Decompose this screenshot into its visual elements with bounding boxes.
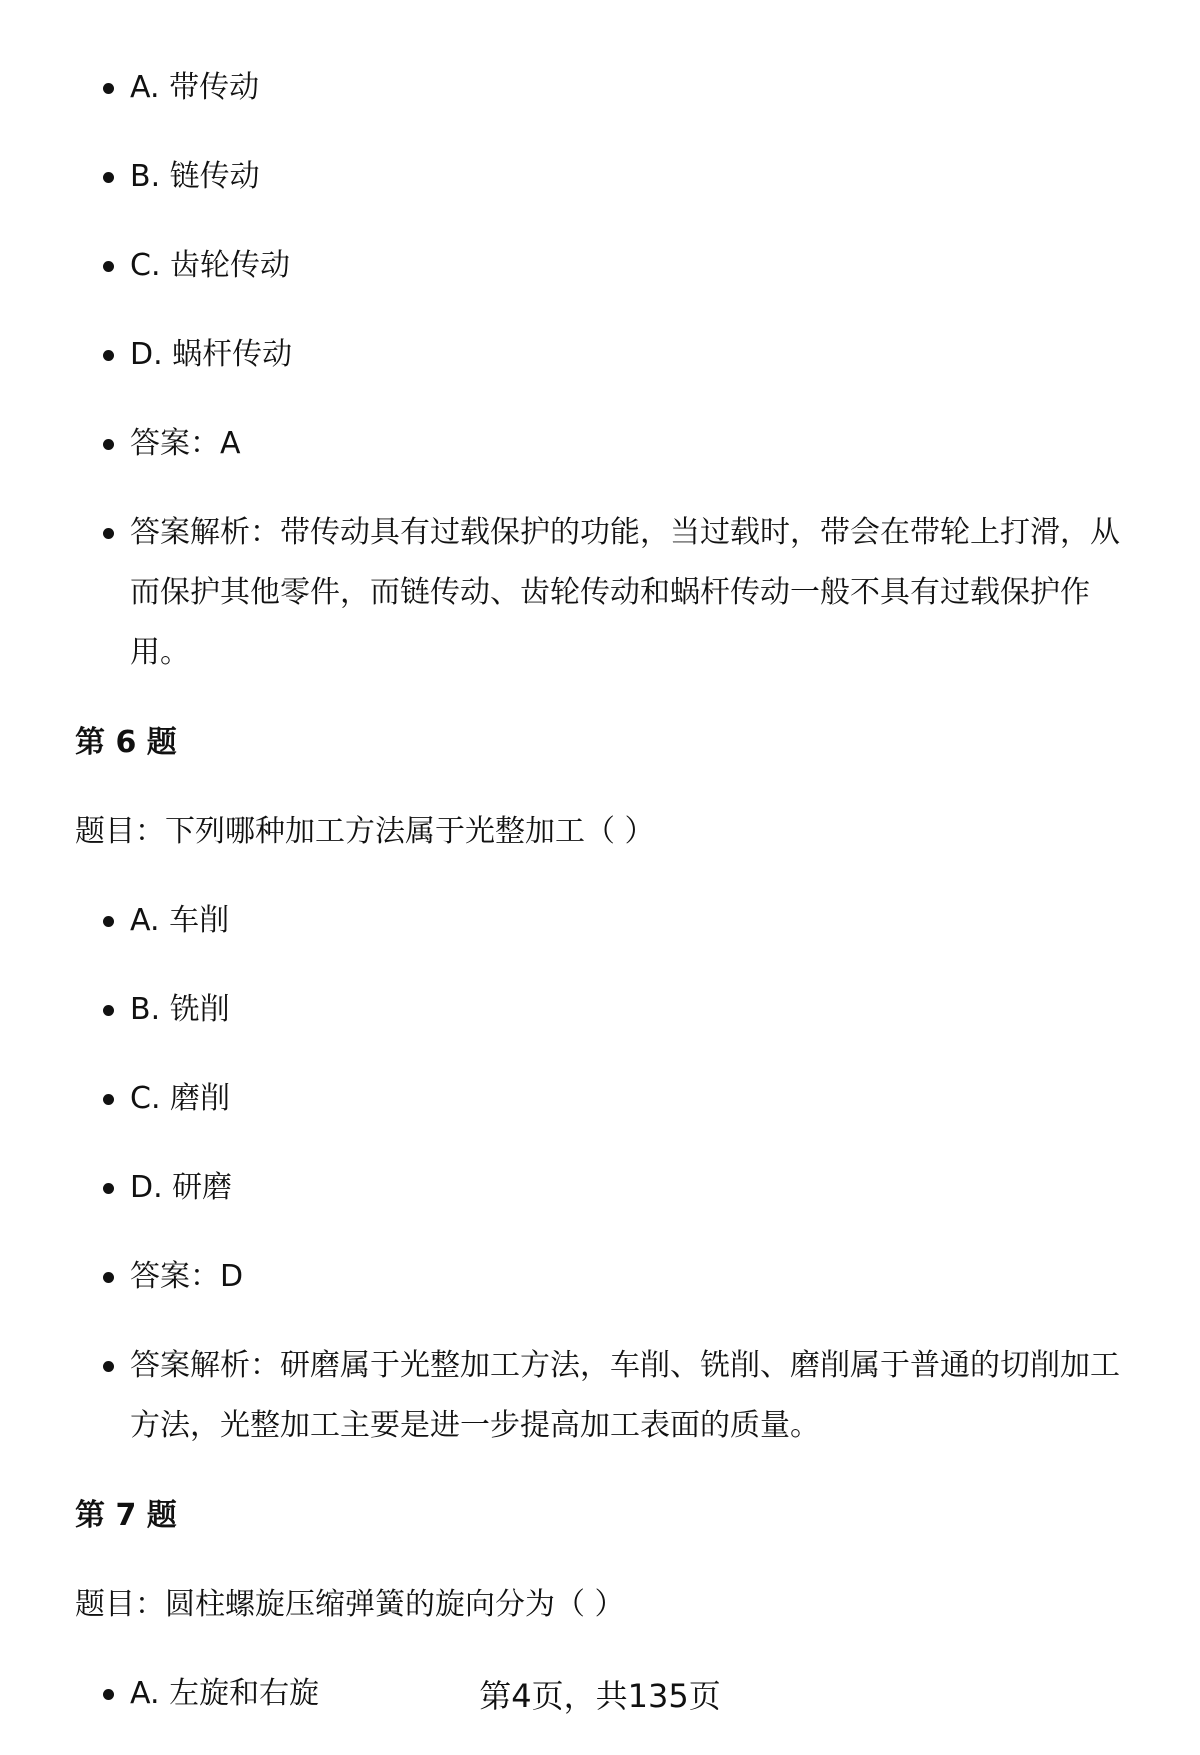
- q6-option-b: B. 铣削: [75, 980, 1145, 1040]
- q6-option-a: A. 车削: [75, 891, 1145, 951]
- q6-answer: 答案：D: [75, 1247, 1145, 1307]
- page-content: [75, 58, 1145, 1753]
- q5-option-b: B. 链传动: [75, 147, 1145, 207]
- q5-answer: 答案：A: [75, 414, 1145, 474]
- q6-option-d: D. 研磨: [75, 1158, 1145, 1218]
- q5-option-d: D. 蜗杆传动: [75, 325, 1145, 385]
- q6-stem: 题目：下列哪种加工方法属于光整加工（ ）: [75, 814, 655, 849]
- q5-option-a: A. 带传动: [75, 58, 1145, 118]
- q5-explanation: 答案解析：带传动具有过载保护的功能，当过载时，带会在带轮上打滑，从而保护其他零件，而链传动、齿轮传动和蜗杆传动一般不具有过载保护作用。: [75, 503, 1145, 683]
- q6-option-c: C. 磨削: [75, 1069, 1145, 1129]
- q5-option-c: C. 齿轮传动: [75, 236, 1145, 296]
- q7-option-a: A. 左旋和右旋: [75, 1664, 1145, 1724]
- q5-option-list: [75, 58, 1145, 683]
- q6-explanation: 答案解析：研磨属于光整加工方法，车削、铣削、磨削属于普通的切削加工方法，光整加工主要是进一步提高加工表面的质量。: [75, 1336, 1145, 1456]
- q6-heading: 第 6 题: [75, 725, 177, 760]
- q7-stem: 题目：圆柱螺旋压缩弹簧的旋向分为（ ）: [75, 1587, 625, 1622]
- q6-option-list: [75, 891, 1145, 1456]
- page-footer: 第4页，共135页: [479, 1677, 721, 1715]
- q7-heading: 第 7 题: [75, 1498, 177, 1533]
